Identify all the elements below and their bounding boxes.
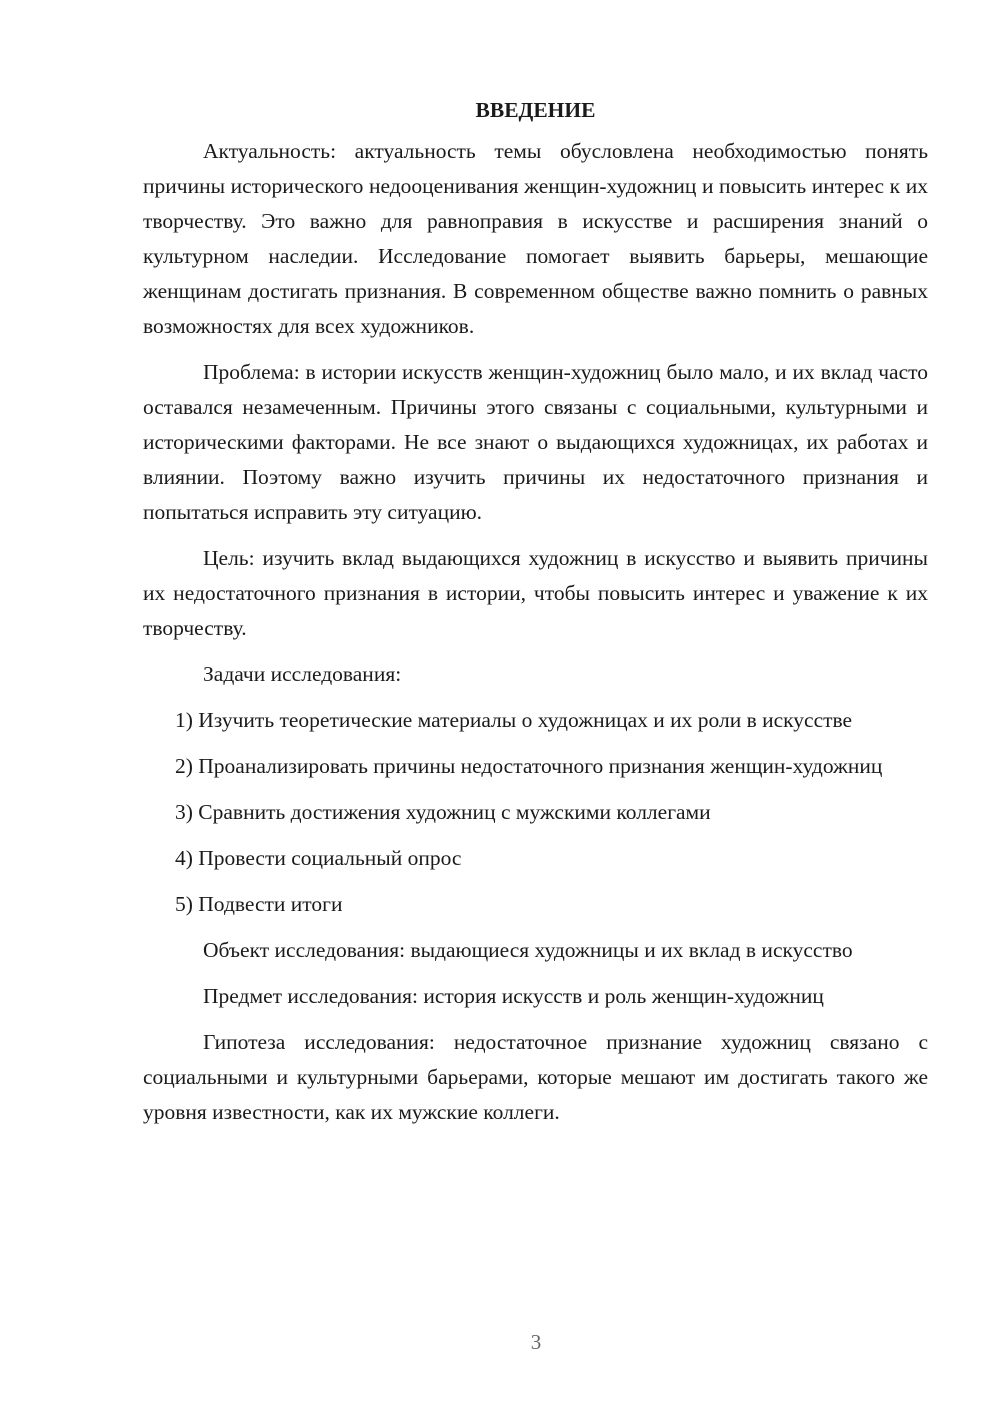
page-number: 3: [530, 1330, 542, 1354]
relevance-paragraph: Актуальность: актуальность темы обусловлена необходимостью понять причины исторического недооценивания женщин-художниц и повысить интерес к их творчеству. Это важно для равноправия в искусстве и расширения знаний о культурном наследии. Исследование помогает выявить барьеры, мешающие женщинам достигать признания. В современном обществе важно помнить о равных возможностях для всех художников.: [143, 139, 928, 338]
hypothesis-paragraph: Гипотеза исследования: недостаточное признание художниц связано с социальными и культурными барьерами, которые мешают им достигать такого же уровня известности, как их мужские коллеги.: [143, 1030, 928, 1124]
task-item-2: 2) Проанализировать причины недостаточного признания женщин-художниц: [175, 754, 883, 778]
task-item-4: 4) Провести социальный опрос: [175, 846, 462, 870]
tasks-heading: Задачи исследования:: [203, 662, 402, 686]
problem-paragraph: Проблема: в истории искусств женщин-художниц было мало, и их вклад часто оставался незамеченным. Причины этого связаны с социальными, культурными и историческими факторами. Не все знают о выдающихся художницах, их работах и влиянии. Поэтому важно изучить причины их недостаточного признания и попытаться исправить эту ситуацию.: [143, 360, 928, 524]
document-page: [143, 93, 928, 1141]
object-paragraph: Объект исследования: выдающиеся художницы и их вклад в искусство: [203, 938, 853, 962]
task-item-5: 5) Подвести итоги: [175, 892, 343, 916]
task-item-1: 1) Изучить теоретические материалы о художницах и их роли в искусстве: [175, 708, 853, 732]
task-item-3: 3) Сравнить достижения художниц с мужскими коллегами: [175, 800, 711, 824]
goal-paragraph: Цель: изучить вклад выдающихся художниц в искусство и выявить причины их недостаточного признания в истории, чтобы повысить интерес и уважение к их творчеству.: [143, 546, 928, 640]
subject-paragraph: Предмет исследования: история искусств и роль женщин-художниц: [203, 984, 824, 1008]
section-title: ВВЕДЕНИЕ: [475, 98, 596, 122]
